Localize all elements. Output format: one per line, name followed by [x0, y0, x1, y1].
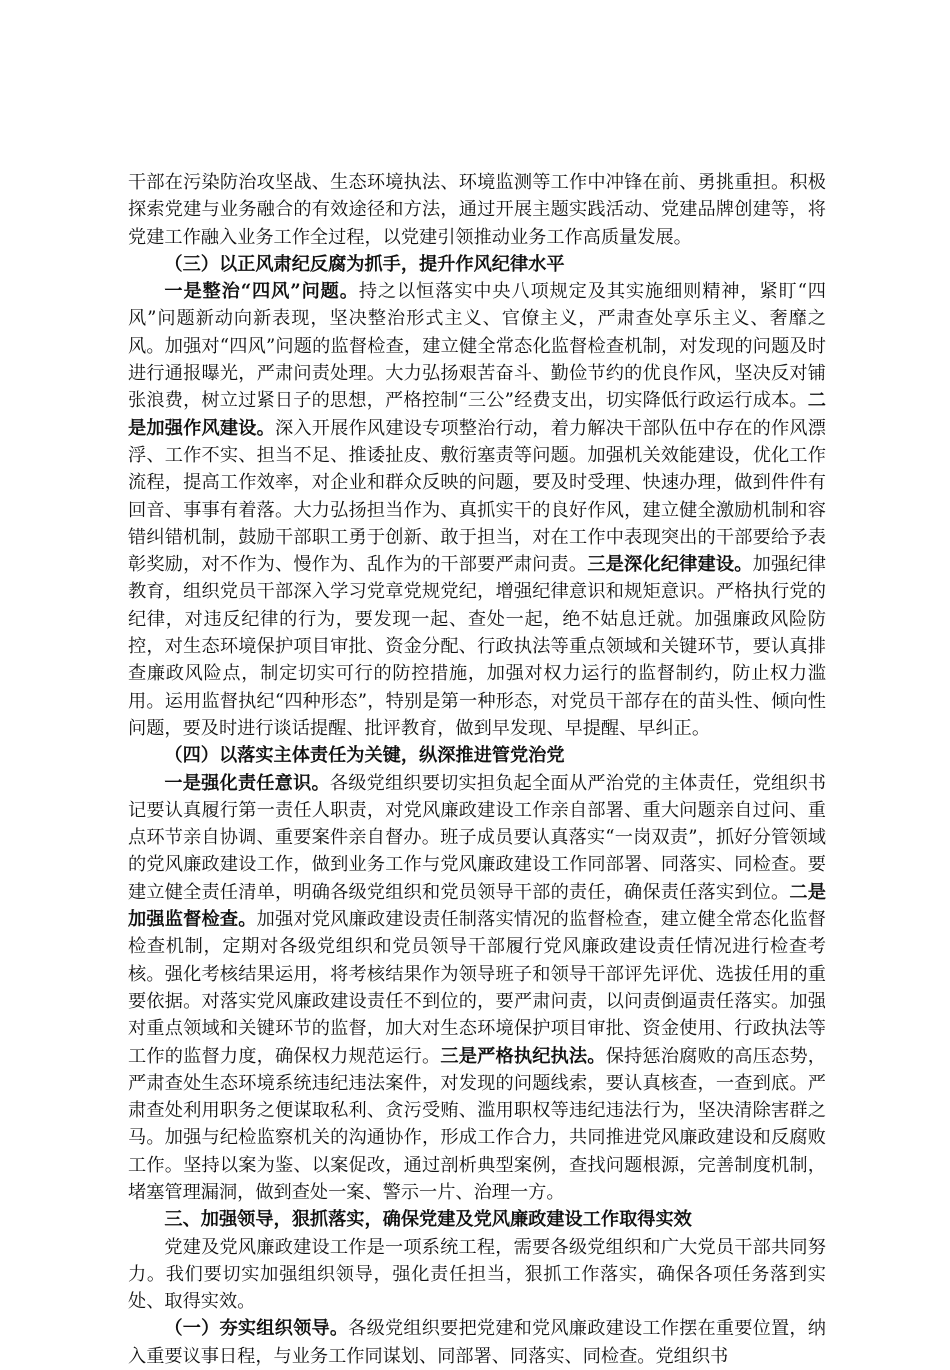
- lead-phrase: 一是整治“四风”问题。: [164, 281, 359, 303]
- subheading-3: （三）以正风肃纪反腐为抓手，提升作风纪律水平: [164, 253, 565, 275]
- subheading-4: （四）以落实主体责任为关键，纵深推进管党治党: [164, 745, 565, 767]
- paragraph-text: 党建及党风廉政建设工作是一项系统工程，需要各级党组织和广大党员干部共同努力。我们要切实加强组织领导，强化责任担当，狠抓工作落实，确保各项任务落到实处、取得实效。: [128, 1236, 826, 1313]
- paragraph-text: 保持惩治腐败的高压态势，严肃查处生态环境系统违纪违法案件，对发现的问题线索，要认真核查，一查到底。严肃查处利用职务之便谋取私利、贪污受贿、滥用职权等违纪违法行为，坚决清除害群之马。加强与纪检监察机关的沟通协作，形成工作合力，共同推进党风廉政建设和反腐败工作。坚持以案为鉴、以案促改，通过剖析典型案例，查找问题根源，完善制度机制，堵塞管理漏洞，做到查处一案、警示一片、治理一方。: [128, 1045, 826, 1203]
- paragraph-text: 深入开展作风建设专项整治行动，着力解决干部队伍中存在的作风漂浮、工作不实、担当不足、推诿扯皮、敷衍塞责等问题。加强机关效能建设，优化工作流程，提高工作效率，对企业和群众反映的问题，要及时受理、快速办理，做到件件有回音、事事有着落。大力弘扬担当作为、真抓实干的良好作风，建立健全激励机制和容错纠错机制，鼓励干部职工勇于创新、敢于担当，对在工作中表现突出的干部要给予表彰奖励，对不作为、慢作为、乱作为的干部要严肃问责。: [128, 417, 826, 576]
- lead-phrase: 二是加强作风建设。: [128, 390, 826, 439]
- document-body: [128, 169, 826, 1370]
- lead-phrase: （一）夯实组织领导。: [164, 1318, 349, 1340]
- paragraph-6: [128, 1315, 826, 1370]
- lead-phrase: 二是加强监督检查。: [128, 881, 826, 931]
- lead-phrase: 三是严格执纪执法。: [440, 1045, 606, 1067]
- paragraph-continuation: [128, 169, 826, 251]
- paragraph-5: [128, 1234, 826, 1316]
- lead-phrase: 一是强化责任意识。: [164, 772, 330, 794]
- paragraph-4: [128, 770, 826, 1207]
- paragraph-3: [128, 278, 826, 742]
- paragraph-text: 各级党组织要切实担负起全面从严治党的主体责任，党组织书记要认真履行第一责任人职责，对党风廉政建设工作亲自部署、重大问题亲自过问、重点环节亲自协调、重要案件亲自督办。班子成员要认真落实“一岗双责”，抓好分管领域的党风廉政建设工作，做到业务工作与党风廉政建设工作同部署、同落实、同检查。要建立健全责任清单，明确各级党组织和党员领导干部的责任，确保责任落实到位。: [128, 772, 826, 903]
- lead-phrase: 三是深化纪律建设。: [587, 554, 753, 576]
- paragraph-text: 持之以恒落实中央八项规定及其实施细则精神，紧盯“四风”问题新动向新表现，坚决整治形式主义、官僚主义，严肃查处享乐主义、奢靡之风。加强对“四风”问题的监督检查，建立健全常态化监督检查机制，对发现的问题及时进行通报曝光，严肃问责处理。大力弘扬艰苦奋斗、勤俭节约的优良作风，坚决反对铺张浪费，树立过紧日子的思想，严格控制“三公”经费支出，切实降低行政运行成本。: [128, 281, 826, 412]
- paragraph-text: 干部在污染防治攻坚战、生态环境执法、环境监测等工作中冲锋在前、勇挑重担。积极探索党建与业务融合的有效途径和方法，通过开展主题实践活动、党建品牌创建等，将党建工作融入业务工作全过程，以党建引领推动业务工作高质量发展。: [128, 172, 826, 248]
- section-heading-3: 三、加强领导，狠抓落实，确保党建及党风廉政建设工作取得实效: [164, 1209, 692, 1231]
- paragraph-text: 加强对党风廉政建设责任制落实情况的监督检查，建立健全常态化监督检查机制，定期对各级党组织和党员领导干部履行党风廉政建设责任情况进行检查考核。强化考核结果运用，将考核结果作为领导班子和领导干部评先评优、选拔任用的重要依据。对落实党风廉政建设责任不到位的，要严肃问责，以问责倒逼责任落实。加强对重点领域和关键环节的监督，加大对生态环境保护项目审批、资金使用、行政执法等工作的监督力度，确保权力规范运行。: [128, 909, 826, 1067]
- paragraph-text: 各级党组织要把党建和党风廉政建设工作摆在重要位置，纳入重要议事日程，与业务工作同谋划、同部署、同落实、同检查。党组织书: [128, 1318, 826, 1367]
- paragraph-text: 加强纪律教育，组织党员干部深入学习党章党规党纪，增强纪律意识和规矩意识。严格执行党的纪律，对违反纪律的行为，要发现一起、查处一起，绝不姑息迁就。加强廉政风险防控，对生态环境保护项目审批、资金分配、行政执法等重点领域和关键环节，要认真排查廉政风险点，制定切实可行的防控措施，加强对权力运行的监督制约，防止权力滥用。运用监督执纪“四种形态”，特别是第一种形态，对党员干部存在的苗头性、倾向性问题，要及时进行谈话提醒、批评教育，做到早发现、早提醒、早纠正。: [128, 554, 826, 739]
